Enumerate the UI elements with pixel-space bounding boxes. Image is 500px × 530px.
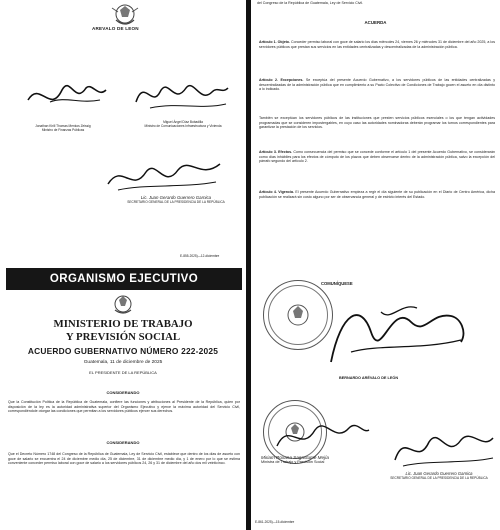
coat-of-arms-icon [110,292,136,316]
signer-title: Ministro de Comunicaciones Infraestructura y Vivienda [144,124,222,128]
signer-labor [261,456,371,464]
top-signer-name: AREVALO DE LEON [92,26,139,31]
considerando-paragraph: Que el Decreto Número 1748 del Congreso de la República de Guatemala, Ley de Servicio Civil, establece que dentro de los días de asueto con goce de salario se encuentra el 24 de diciembre medio día, 25 de diciembre, 31 de diciembre medio día, y 1 de enero por lo que se estima conveniente conceder permiso laboral con goce de salario a los servidores públicos 24, 26 y 31 de diciembre del año dos mil veinticinco. [8,452,240,466]
coat-of-arms-icon [110,2,140,26]
article-2 [259,78,495,92]
article-text: Se exceptúa del presente Acuerdo Gubernativo, a los servidores públicos de las entidades centralizadas y descentralizadas de la administración pública que en cumplimiento a su Pacto Colectivo de Condiciones de Trabajo gocen el asueto en día distinto a lo indicado. [259,78,495,92]
article-text: El presente Acuerdo Gubernativo empieza a regir el día siguiente de su publicación en el Diario de Centro América, dicha publicación se realizará sin costo alguno por ser de observancia general y de estricto interés del Estado. [259,190,495,199]
signature-communications-minister [130,58,230,120]
ministry-line-2: Y PREVISIÓN SOCIAL [65,330,181,343]
signature-labor-minister [271,410,371,460]
ministry-name [0,318,246,343]
acuerda-heading: ACUERDA [364,20,387,25]
signer-title: SECRETARIO GENERAL DE LA PRESIDENCIA DE LA REPÚBLICA [127,200,225,204]
article-label: Artículo 2. Excepciones. [259,78,304,82]
president-name: BERNARDO ARÉVALO DE LEÓN [339,376,399,380]
signer-name: Miguel Ángel Díaz Bobadilla [163,120,203,124]
signature-finance-minister [20,60,110,122]
signer-name: Lic. Juan Gerardo Guerrero Garnica [405,471,473,476]
presidente-heading: EL PRESIDENTE DE LA REPÚBLICA [89,370,157,375]
ministry-line-1: MINISTERIO DE TRABAJO [53,318,193,330]
banner-title: ORGANISMO EJECUTIVO [6,268,242,290]
signature-president [321,292,471,382]
signature-secretary [104,150,224,200]
signer-name: Miriam Roxana Sagastume Mejía [261,455,329,460]
considerando-heading: CONSIDERANDO [106,440,140,445]
signer-finance [8,124,118,132]
considerando-heading: CONSIDERANDO [106,390,140,395]
signer-secretary [116,196,236,204]
article-4 [259,190,495,199]
left-column [0,0,246,530]
signer-secretary [381,472,497,480]
signer-title: Ministro de Finanzas Públicas [41,128,85,132]
comuniquese-heading: COMUNÍQUESE [321,281,353,286]
article-3 [259,150,495,164]
article-text: Como consecuencia del permiso que se concede conforme el artículo 1 del presente Acuerdo Gubernativo, se considerarán como días inhábiles para los efectos de cómputo de los plazos que deben observarse dentro de la administración pública, salvo la excepción del párrafo segundo del artículo 2. [259,150,495,164]
signer-name: Lic. Juan Gerardo Guerrero Garnica [140,195,212,200]
article-1 [259,40,495,49]
signer-name: Jonathan Kirill Thomas Menkos Zeissig [35,124,91,128]
signer-title: Ministra de Trabajo y Previsión Social [261,460,325,464]
continued-line: del Congreso de la República de Guatemala, Ley de Servicio Civil. [257,1,364,5]
article-label: Artículo 3. Efectos. [259,150,293,154]
footer-code: E-855-2025)—12-diciembre [180,254,220,258]
article-2-paragraph-2: También se exceptúan los servidores públicos de las instituciones que presten servicios públicos esenciales o los que tengan actividades programadas que se consideren impostergables, en cuyo caso las autoridades nominadoras deberán programar los turnos correspondientes para garantizar la prestación de los servicios. [259,116,495,130]
right-column [251,0,500,530]
article-text: Conceder permiso laboral con goce de salario los días miércoles 24, viernes 26 y miércoles 31 de diciembre del año 2025, a los servidores públicos que prestan sus servicios en las entidades centralizadas y descentralizadas de la administración pública. [259,40,496,49]
signature-secretary [389,420,497,476]
acuerdo-date: Guatemala, 11 de diciembre de 2025 [83,360,163,365]
footer-code: E-861-2025)—15-diciembre [255,520,295,524]
considerando-paragraph: Que la Constitución Política de la República de Guatemala, confiere las funciones y atribuciones al Presidente de la República, quien por disposición de la ley es la autoridad administrativa superior del Organismo Ejecutivo y ejerce la máxima autoridad del Servicio Civil, correspondiéndole otorgar las condiciones que permitan a los servidores públicos ejercer sus derechos. [8,400,240,414]
article-label: Artículo 4. Vigencia. [259,190,294,194]
signer-communications [128,120,238,128]
acuerdo-title: ACUERDO GUBERNATIVO NÚMERO 222-2025 [27,346,219,356]
signer-title: SECRETARIO GENERAL DE LA PRESIDENCIA DE LA REPÚBLICA [390,476,488,480]
article-label: Artículo 1. Objeto. [259,40,290,44]
